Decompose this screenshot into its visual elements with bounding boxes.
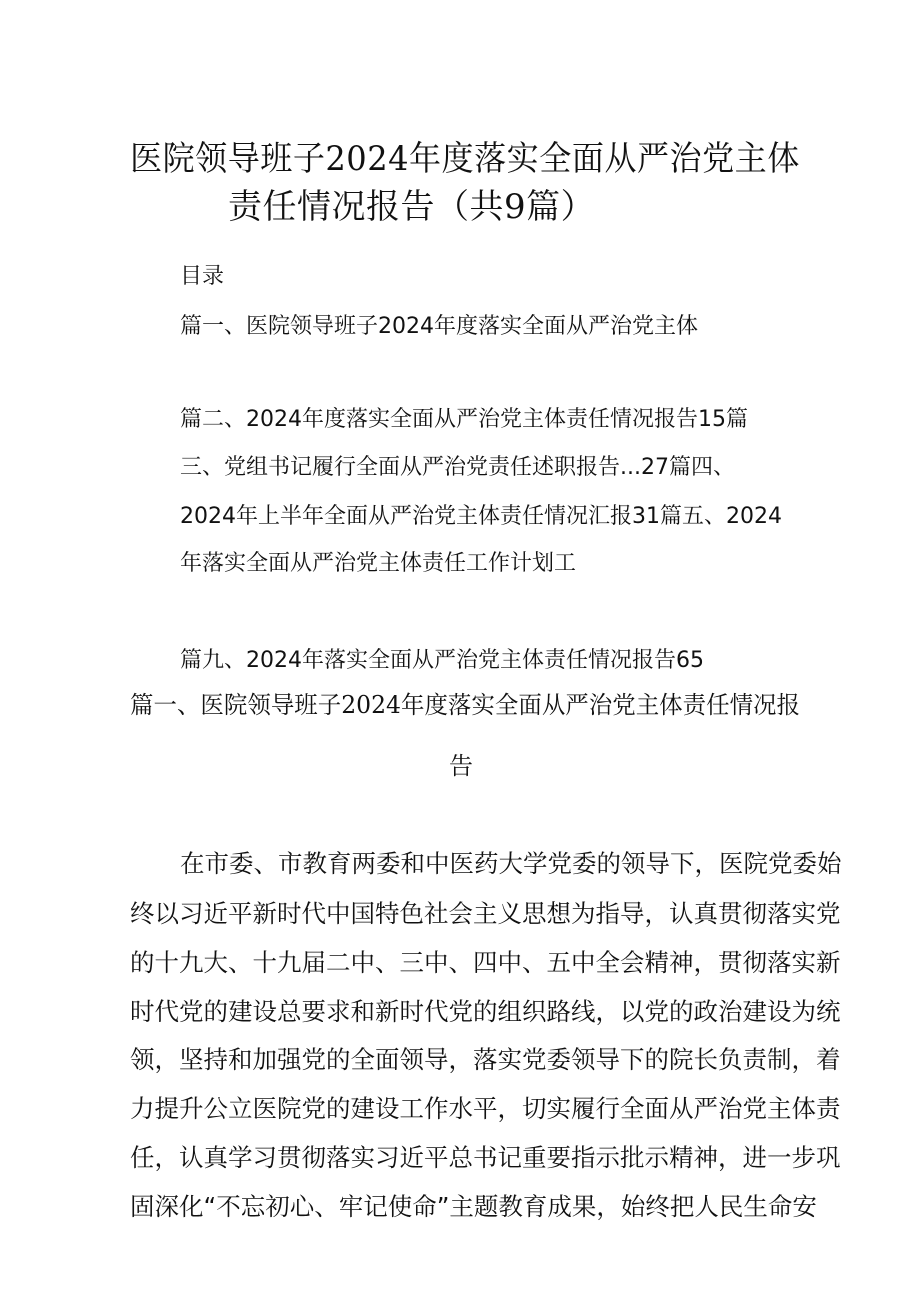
body-text-line: 时代党的建设总要求和新时代党的组织路线，以党的政治建设为统: [130, 997, 841, 1026]
section-heading-line-1: 篇一、医院领导班子2024年度落实全面从严治党主体责任情况报: [130, 691, 801, 719]
body-text-line: 终以习近平新时代中国特色社会主义思想为指导，认真贯彻落实党: [130, 899, 841, 928]
body-text-line: 领，坚持和加强党的全面领导，落实党委领导下的院长负责制，着: [130, 1045, 841, 1074]
document-title-line-2: 责任情况报告（共9篇）: [228, 187, 596, 227]
document-title-line-1: 医院领导班子2024年度落实全面从严治党主体: [130, 139, 800, 179]
toc-entry: 篇九、2024年落实全面从严治党主体责任情况报告65: [180, 648, 704, 673]
toc-entry: 2024年上半年全面从严治党主体责任情况汇报31篇五、2024: [180, 504, 782, 529]
body-text-line: 的十九大、十九届二中、三中、四中、五中全会精神，贯彻落实新: [130, 948, 841, 977]
body-text-line: 在市委、市教育两委和中医药大学党委的领导下，医院党委始: [180, 849, 842, 878]
body-text-line: 任，认真学习贯彻落实习近平总书记重要指示批示精神，进一步巩: [130, 1143, 841, 1172]
toc-entry: 篇一、医院领导班子2024年度落实全面从严治党主体: [180, 314, 698, 339]
body-text-line: 固深化“不忘初心、牢记使命”主题教育成果，始终把人民生命安: [130, 1192, 817, 1221]
toc-entry: 篇二、2024年度落实全面从严治党主体责任情况报告15篇: [180, 407, 748, 432]
section-heading-line-2: 告: [449, 752, 473, 780]
toc-heading: 目录: [180, 264, 225, 289]
body-text-line: 力提升公立医院党的建设工作水平，切实履行全面从严治党主体责: [130, 1094, 841, 1123]
toc-entry: 年落实全面从严治党主体责任工作计划工: [180, 551, 577, 576]
toc-entry: 三、党组书记履行全面从严治党责任述职报告...27篇四、: [180, 455, 735, 480]
